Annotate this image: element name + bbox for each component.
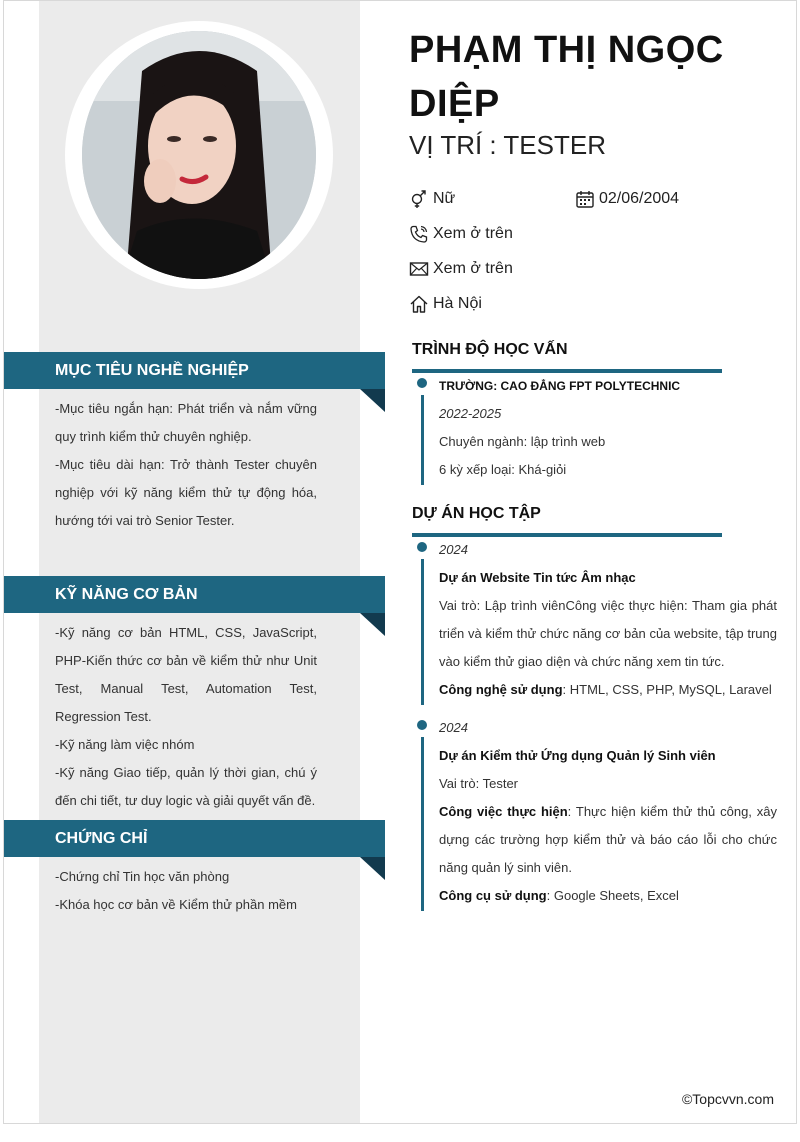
project-2-work: : Thực hiện kiểm thử thủ công, xây dựng các trường hợp kiểm thử và báo cáo lỗi cho chức năng quản lý sinh viên. <box>439 804 777 875</box>
skills-teamwork: -Kỹ năng làm việc nhóm <box>55 737 195 752</box>
project-1-timeline-dot <box>417 542 427 552</box>
portrait-image <box>82 31 316 279</box>
mail-icon <box>409 259 429 279</box>
address-value: Hà Nội <box>433 295 482 312</box>
calendar-icon <box>575 189 595 209</box>
education-timeline-line <box>421 395 424 485</box>
certificates-heading-fold <box>360 857 385 880</box>
cv-page <box>3 0 797 1124</box>
education-major: Chuyên ngành: lập trình web <box>439 434 606 449</box>
education-school: TRƯỜNG: CAO ĐẲNG FPT POLYTECHNIC <box>439 379 681 393</box>
objective-text <box>55 395 317 535</box>
certificates-text <box>55 863 317 919</box>
project-2-name: Dự án Kiểm thử Ứng dụng Quản lý Sinh viên <box>439 748 716 763</box>
education-heading: TRÌNH ĐỘ HỌC VẤN <box>412 339 722 373</box>
project-1-tech: : HTML, CSS, PHP, MySQL, Laravel <box>562 682 772 697</box>
objective-heading-fold <box>360 389 385 412</box>
birthday-row <box>575 188 679 210</box>
project-1-tech-label: Công nghệ sử dụng <box>439 682 563 697</box>
skills-technical: -Kỹ năng cơ bản HTML, CSS, JavaScript, PHP-Kiến thức cơ bản về kiểm thử như Unit Test, Manual Test, Automation Test, Regression Test. <box>55 625 317 724</box>
candidate-name: PHẠM THỊ NGỌC DIỆP <box>409 29 724 125</box>
phone-row <box>409 223 513 245</box>
skills-text <box>55 619 317 815</box>
avatar <box>82 31 316 279</box>
education-period: 2022-2025 <box>439 406 502 421</box>
certificate-office: -Chứng chỉ Tin học văn phòng <box>55 869 230 884</box>
candidate-role: VỊ TRÍ : TESTER <box>409 130 606 160</box>
gender-icon <box>409 189 429 209</box>
project-1-entry <box>439 536 777 704</box>
objective-short-term: -Mục tiêu ngắn hạn: Phát triển và nắm vững quy trình kiểm thử chuyên nghiệp. <box>55 401 317 444</box>
project-1-role: Vai trò: Lập trình viênCông việc thực hiện: Tham gia phát triển và kiểm thử chức năng cơ bản của website, tập trung vào kiểm thử giao diện và chức năng xem tin tức. <box>439 598 777 669</box>
objective-heading: MỤC TIÊU NGHỀ NGHIỆP <box>4 352 385 389</box>
gender-row <box>409 188 455 210</box>
phone-value: Xem ở trên <box>433 225 513 242</box>
project-2-year: 2024 <box>439 720 468 735</box>
email-row <box>409 258 513 280</box>
education-entry <box>439 372 777 484</box>
birthday-value: 02/06/2004 <box>599 190 680 207</box>
project-2-tools-label: Công cụ sử dụng <box>439 888 547 903</box>
project-1-timeline-line <box>421 559 424 705</box>
project-1-name: Dự án Website Tin tức Âm nhạc <box>439 570 636 585</box>
home-icon <box>409 294 429 314</box>
phone-icon <box>409 224 429 244</box>
certificate-testing: -Khóa học cơ bản về Kiểm thử phần mềm <box>55 897 297 912</box>
project-2-tools: : Google Sheets, Excel <box>546 888 679 903</box>
skills-heading-fold <box>360 613 385 636</box>
project-2-timeline-line <box>421 737 424 911</box>
skills-soft: -Kỹ năng Giao tiếp, quản lý thời gian, chú ý đến chi tiết, tư duy logic và giải quyết vấn đề. <box>55 765 317 808</box>
email-value: Xem ở trên <box>433 260 513 277</box>
education-grade: 6 kỳ xếp loại: Khá-giỏi <box>439 462 567 477</box>
education-timeline-dot <box>417 378 427 388</box>
certificates-heading: CHỨNG CHỈ <box>4 820 385 857</box>
project-2-timeline-dot <box>417 720 427 730</box>
project-1-year: 2024 <box>439 542 468 557</box>
project-2-entry <box>439 714 777 910</box>
gender-value: Nữ <box>433 190 456 207</box>
address-row <box>409 293 482 315</box>
objective-long-term: -Mục tiêu dài hạn: Trở thành Tester chuyên nghiệp với kỹ năng kiểm thử tự động hóa, hướng tới vai trò Senior Tester. <box>55 457 317 528</box>
projects-heading: DỰ ÁN HỌC TẬP <box>412 503 722 537</box>
skills-heading: KỸ NĂNG CƠ BẢN <box>4 576 385 613</box>
project-2-work-label: Công việc thực hiện <box>439 804 568 819</box>
copyright-text: ©Topcvvn.com <box>681 1091 774 1107</box>
project-2-role: Vai trò: Tester <box>439 776 518 791</box>
